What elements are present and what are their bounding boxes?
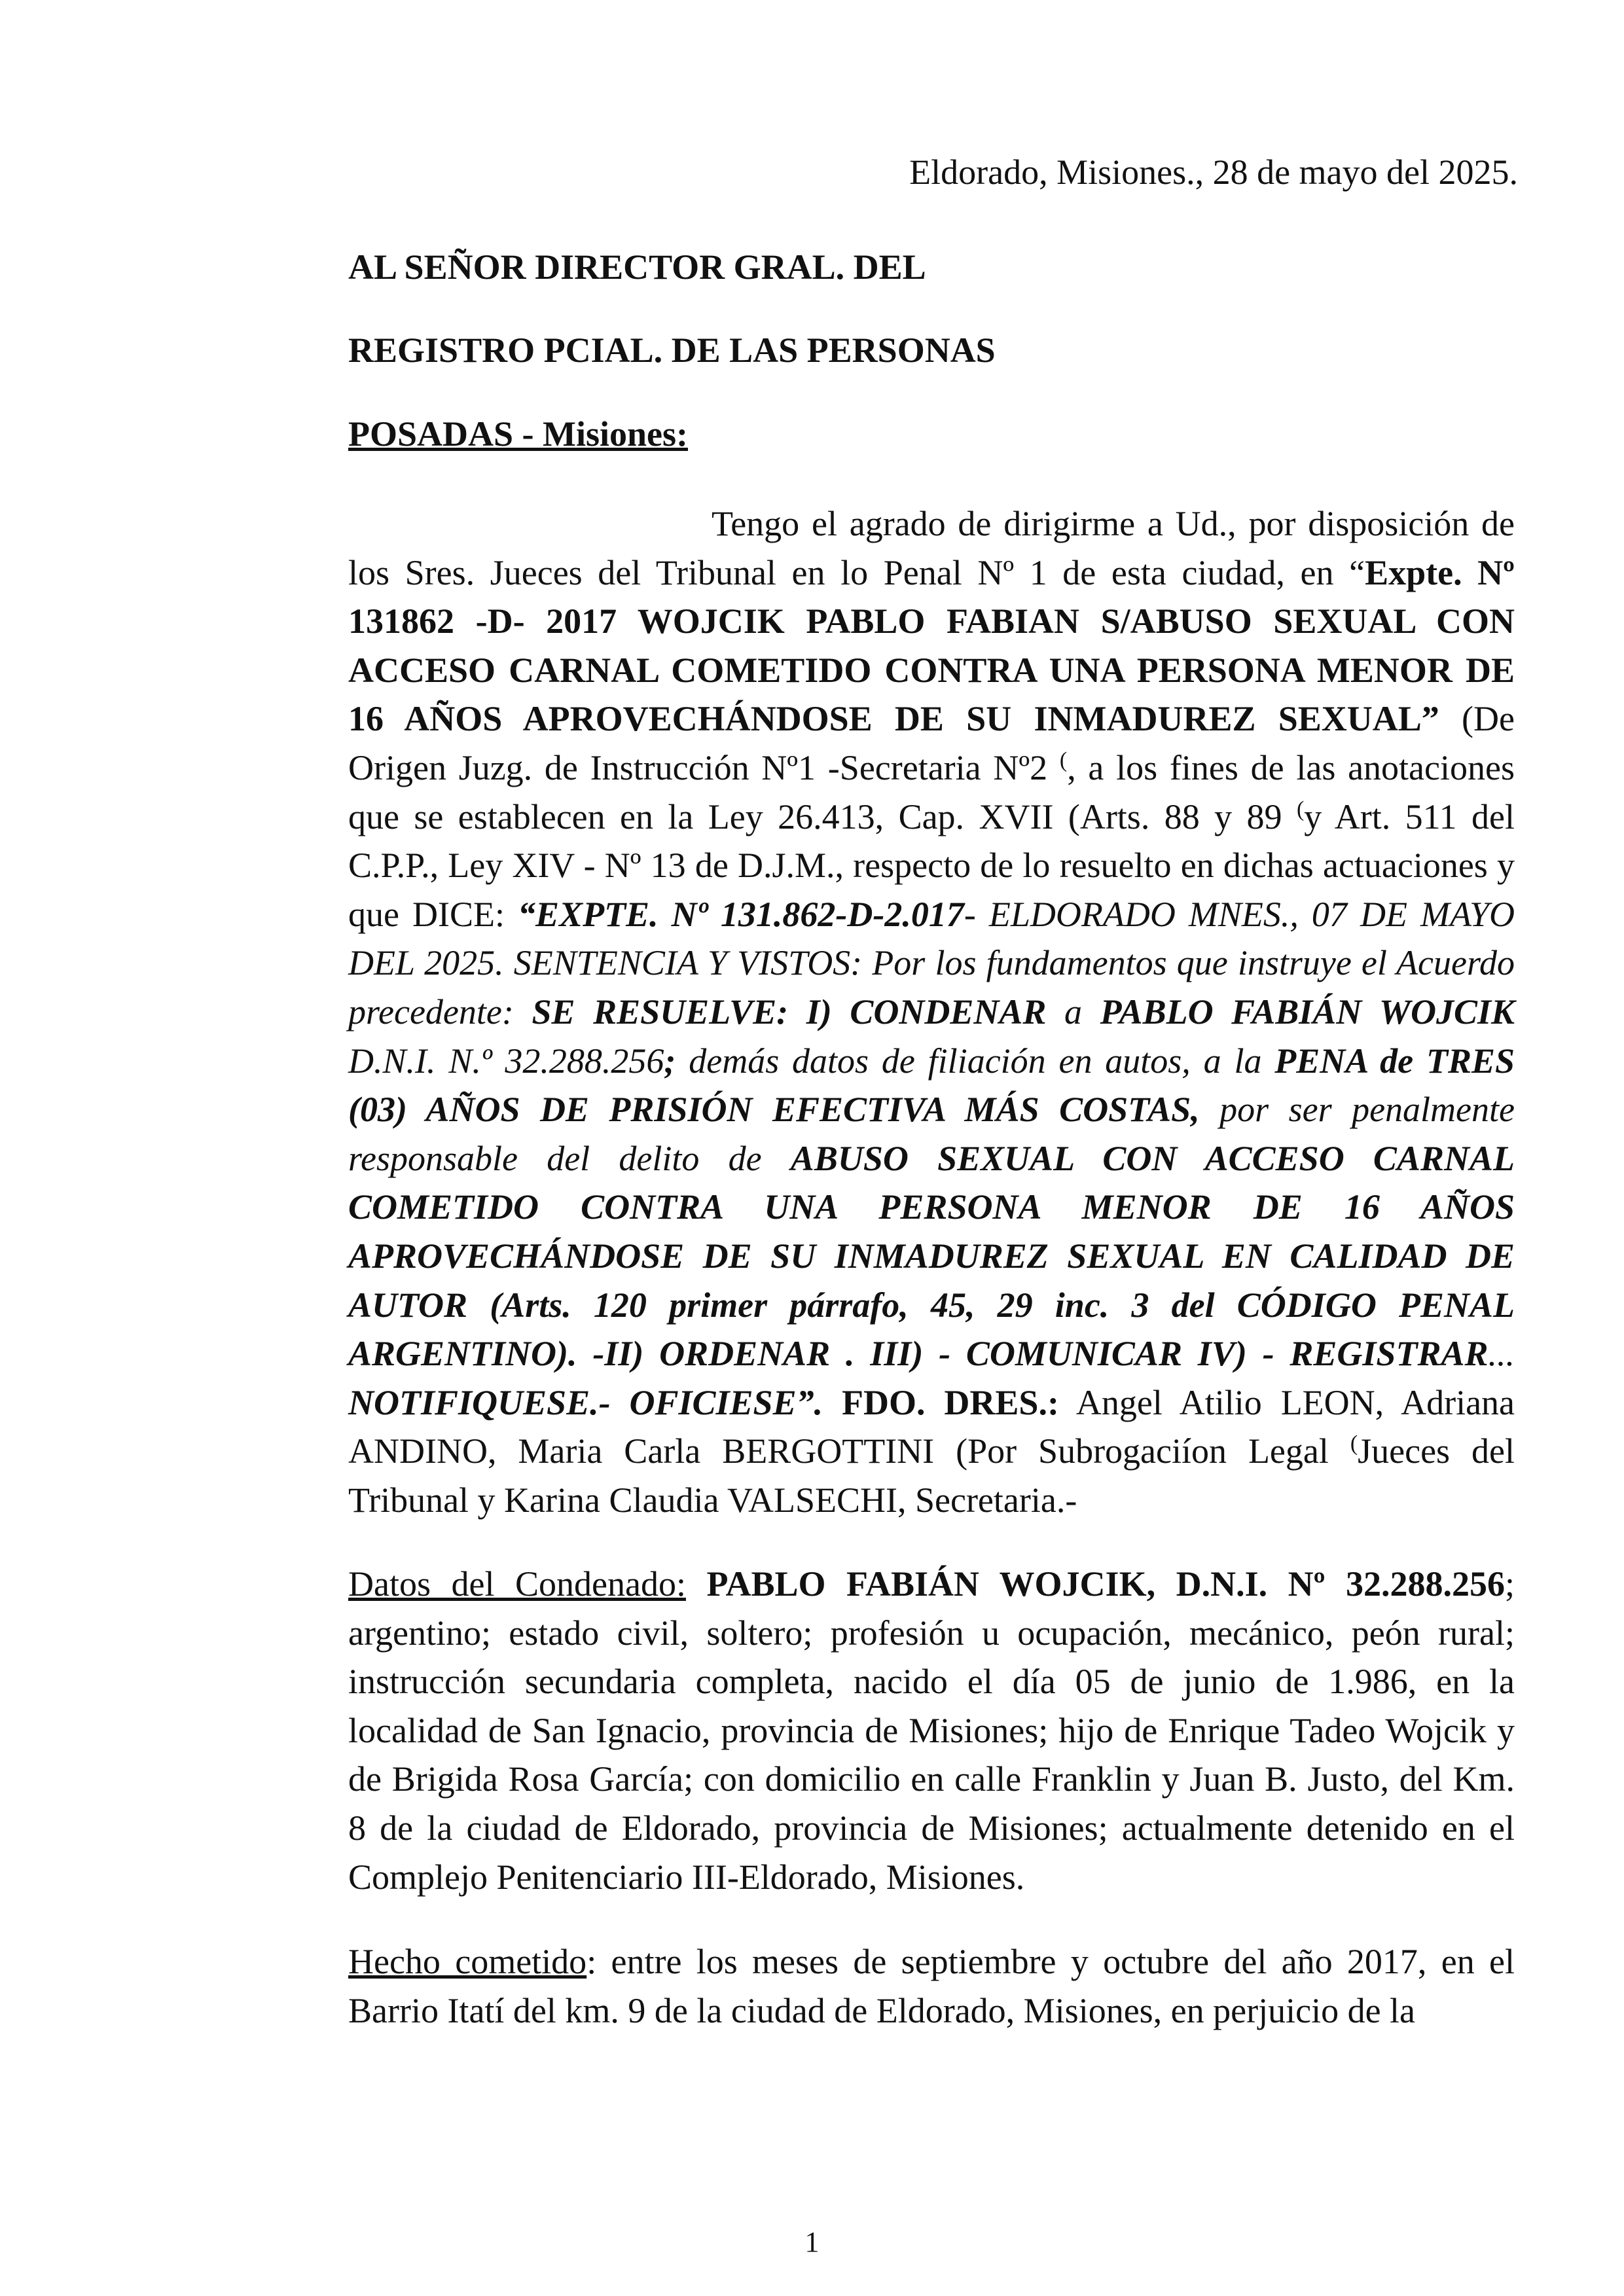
page-number: 1	[804, 2226, 820, 2258]
convict-data-name: PABLO FABIÁN WOJCIK, D.N.I. Nº 32.288.256	[685, 1564, 1505, 1604]
origin-text: (De Origen Juzg. de Instrucción Nº1 -Secretaria Nº2	[348, 699, 1515, 787]
quote-convict-name: PABLO FABIÁN WOJCIK	[1100, 992, 1515, 1031]
quote-semicolon: ;	[664, 1041, 676, 1081]
quote-sentence-intro: - ELDORADO MNES., 07 DE MAYO DEL 2025. SENTENCIA Y VISTOS: Por los fundamentos que instruye el Acuerdo precedente:	[348, 894, 1515, 1031]
addressee-line-2: REGISTRO PCIAL. DE LAS PERSONAS	[348, 331, 996, 370]
convict-data-text: ; argentino; estado civil, soltero; profesión u ocupación, mecánico, peón rural; instrucción secundaria completa, nacido el día 05 de junio de 1.986, en la localidad de San Ignacio, provincia de Misiones; hijo de Enrique Tadeo Wojcik y de Brigida Rosa García; con domicilio en calle Franklin y Juan B. Justo, del Km. 8 de la ciudad de Eldorado, provincia de Misiones; actualmente detenido en el Complejo Penitenciario III-Eldorado, Misiones.	[348, 1564, 1515, 1897]
addressee-line-3: POSADAS - Misiones:	[348, 414, 689, 454]
footnote-mark-3: (	[1350, 1431, 1358, 1456]
fact-label: Hecho cometido	[348, 1942, 587, 1981]
convict-data-paragraph	[348, 1560, 1515, 1901]
quote-crime: ABUSO SEXUAL CON ACCESO CARNAL COMETIDO CONTRA UNA PERSONA MENOR DE 16 AÑOS APROVECHÁNDOSE DE SU INMADUREZ SEXUAL EN CALIDAD DE AUTOR (Arts. 120 primer párrafo, 45, 29 inc. 3 del CÓDIGO PENAL ARGENTINO). -II) ORDENAR . III) - COMUNICAR IV) - REGISTRAR	[348, 1138, 1515, 1374]
footnote-mark-1: (	[1059, 747, 1068, 772]
main-paragraph	[348, 499, 1515, 1524]
signatures-names: Angel Atilio LEON, Adriana ANDINO, Maria Carla BERGOTTINI (Por Subrogaciíon Legal	[348, 1382, 1515, 1471]
quote-connector: a	[1046, 992, 1100, 1031]
quote-case-number: “EXPTE. Nº 131.862-D-2.017	[518, 894, 964, 934]
addressee-line-1: AL SEÑOR DIRECTOR GRAL. DEL	[348, 247, 926, 287]
quote-ellipsis: ...	[1488, 1334, 1515, 1374]
document-date: Eldorado, Misiones., 28 de mayo del 2025.	[909, 152, 1518, 192]
signatures-end: Jueces del Tribunal y Karina Claudia VALSECHI, Secretaria.-	[348, 1431, 1515, 1520]
intro-text: Tengo el agrado de dirigirme a Ud., por disposición de los Sres. Jueces del Tribunal en lo Penal Nº 1 de esta ciudad, en “	[348, 504, 1515, 592]
signatures-label: FDO. DRES.:	[823, 1382, 1059, 1422]
law-text-2: y Art. 511 del C.P.P., Ley XIV - Nº 13 de D.J.M., respecto de lo resuelto en dichas actuaciones y que DICE:	[348, 797, 1515, 934]
quote-responsibility: por ser penalmente responsable del delito de	[348, 1090, 1515, 1178]
quote-notify: NOTIFIQUESE.- OFICIESE”.	[348, 1382, 823, 1422]
convict-data-label: Datos del Condenado:	[348, 1564, 686, 1604]
quote-resolution: SE RESUELVE: I) CONDENAR	[532, 992, 1047, 1031]
footnote-mark-2: (	[1296, 797, 1305, 821]
quote-filiation: demás datos de filiación en autos, a la	[676, 1041, 1275, 1081]
quote-penalty: PENA de TRES (03) AÑOS DE PRISIÓN EFECTIVA MÁS COSTAS,	[348, 1041, 1515, 1130]
fact-text: : entre los meses de septiembre y octubre del año 2017, en el Barrio Itatí del km. 9 de la ciudad de Eldorado, Misiones, en perjuicio de la	[348, 1942, 1515, 2030]
case-title: Expte. Nº 131862 -D- 2017 WOJCIK PABLO FABIAN S/ABUSO SEXUAL CON ACCESO CARNAL COMETIDO CONTRA UNA PERSONA MENOR DE 16 AÑOS APROVECHÁNDOSE DE SU INMADUREZ SEXUAL”	[348, 552, 1515, 739]
quote-dni: D.N.I. N.º 32.288.256	[348, 1041, 664, 1081]
fact-paragraph	[348, 1937, 1515, 2035]
law-text: , a los fines de las anotaciones que se establecen en la Ley 26.413, Cap. XVII (Arts. 88 y 89	[348, 747, 1515, 836]
